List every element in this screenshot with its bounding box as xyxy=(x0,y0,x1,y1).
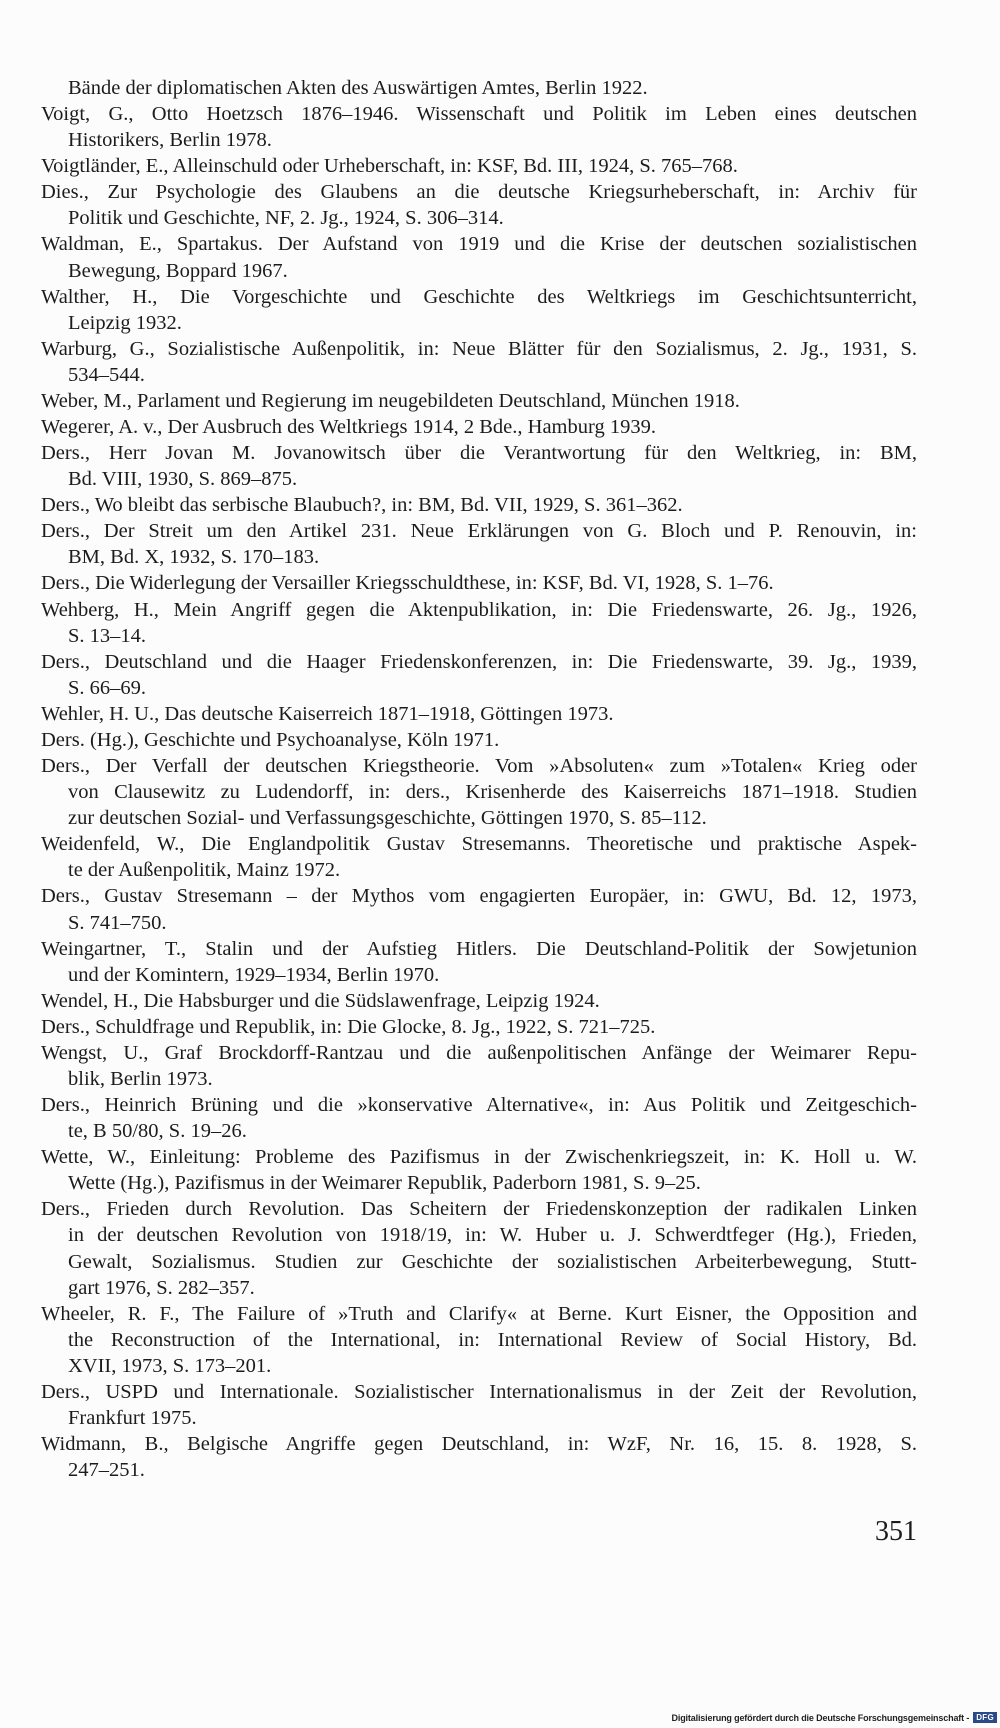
bibliography-entry xyxy=(41,284,917,336)
entry-line: Bewegung, Boppard 1967. xyxy=(68,259,288,282)
entry-line: Ders., Die Widerlegung der Versailler Kriegsschuldthese, in: KSF, Bd. VI, 1928, S. 1–76. xyxy=(41,572,774,595)
entry-line: Wengst, U., Graf Brockdorff-Rantzau und die außenpolitischen Anfänge der Weimarer Repu- xyxy=(41,1041,917,1064)
entry-line: Wette, W., Einleitung: Probleme des Pazifismus in der Zwischenkriegszeit, in: K. Holl u. W. xyxy=(41,1146,917,1169)
bibliography-entry xyxy=(41,414,917,440)
bibliography-entry xyxy=(41,1092,917,1144)
entry-line: Ders., Wo bleibt das serbische Blaubuch?, in: BM, Bd. VII, 1929, S. 361–362. xyxy=(41,494,683,517)
bibliography-entry xyxy=(41,388,917,414)
digitization-footer xyxy=(672,1712,998,1723)
entry-line: Wehberg, H., Mein Angriff gegen die Aktenpublikation, in: Die Friedenswarte, 26. Jg., 1926, xyxy=(41,598,917,621)
bibliography-entry xyxy=(41,936,917,988)
entry-line: XVII, 1973, S. 173–201. xyxy=(68,1354,272,1377)
bibliography-entry xyxy=(41,153,917,179)
entry-line: Wegerer, A. v., Der Ausbruch des Weltkriegs 1914, 2 Bde., Hamburg 1939. xyxy=(41,416,656,439)
entry-line: Bände der diplomatischen Akten des Auswärtigen Amtes, Berlin 1922. xyxy=(68,77,648,99)
entry-line: Politik und Geschichte, NF, 2. Jg., 1924, S. 306–314. xyxy=(68,207,504,230)
entry-line: zur deutschen Sozial- und Verfassungsgeschichte, Göttingen 1970, S. 85–112. xyxy=(68,807,707,830)
entry-line: Dies., Zur Psychologie des Glaubens an die deutsche Kriegsurheberschaft, in: Archiv für xyxy=(41,181,917,204)
entry-line: Ders. (Hg.), Geschichte und Psychoanalyse, Köln 1971. xyxy=(41,728,500,751)
entry-line: Weidenfeld, W., Die Englandpolitik Gustav Stresemanns. Theoretische und praktische Aspek- xyxy=(41,833,917,856)
entry-line: Ders., Schuldfrage und Republik, in: Die Glocke, 8. Jg., 1922, S. 721–725. xyxy=(41,1015,656,1038)
entry-line: Wendel, H., Die Habsburger und die Südslawenfrage, Leipzig 1924. xyxy=(41,989,600,1012)
dfg-logo: DFG xyxy=(973,1712,997,1723)
bibliography-entry xyxy=(41,1014,917,1040)
bibliography-entry xyxy=(41,597,917,649)
bibliography-entry xyxy=(41,883,917,935)
entry-line: Voigtländer, E., Alleinschuld oder Urheberschaft, in: KSF, Bd. III, 1924, S. 765–768. xyxy=(41,155,738,178)
entry-line: von Clausewitz zu Ludendorff, in: ders., Krisenherde des Kaiserreichs 1871–1918. Studien xyxy=(68,781,917,804)
entry-line: te, B 50/80, S. 19–26. xyxy=(68,1120,247,1143)
bibliography-entry xyxy=(41,753,917,831)
bibliography-entry xyxy=(41,1144,917,1196)
entry-line: Weingartner, T., Stalin und der Aufstieg Hitlers. Die Deutschland-Politik der Sowjetunion xyxy=(41,937,917,960)
bibliography-entry xyxy=(41,1196,917,1300)
entry-line: Warburg, G., Sozialistische Außenpolitik, in: Neue Blätter für den Sozialismus, 2. Jg., 1931, S. xyxy=(41,337,917,360)
entry-line: Ders., Herr Jovan M. Jovanowitsch über die Verantwortung für den Weltkrieg, in: BM, xyxy=(41,442,917,465)
entry-line: te der Außenpolitik, Mainz 1972. xyxy=(68,859,341,882)
entry-line: Historikers, Berlin 1978. xyxy=(68,129,272,152)
bibliography-entry xyxy=(41,492,917,518)
entry-line: Wheeler, R. F., The Failure of »Truth and Clarify« at Berne. Kurt Eisner, the Opposition and xyxy=(41,1302,917,1325)
bibliography-entry xyxy=(41,727,917,753)
entry-line: gart 1976, S. 282–357. xyxy=(68,1276,255,1299)
bibliography-entry xyxy=(41,1431,917,1483)
entry-line: blik, Berlin 1973. xyxy=(68,1067,213,1090)
entry-line: Wette (Hg.), Pazifismus in der Weimarer Republik, Paderborn 1981, S. 9–25. xyxy=(68,1172,701,1195)
entry-line: 534–544. xyxy=(68,363,145,386)
entry-line: Ders., Heinrich Brüning und die »konservative Alternative«, in: Aus Politik und Zeitgeschich- xyxy=(41,1094,917,1117)
entry-line: Ders., Der Streit um den Artikel 231. Neue Erklärungen von G. Bloch und P. Renouvin, in: xyxy=(41,520,917,543)
bibliography-entry xyxy=(41,570,917,596)
entry-line: Weber, M., Parlament und Regierung im neugebildeten Deutschland, München 1918. xyxy=(41,389,740,412)
bibliography-entry xyxy=(41,1379,917,1431)
entry-line: Leipzig 1932. xyxy=(68,311,182,334)
entry-line: Ders., Der Verfall der deutschen Kriegstheorie. Vom »Absoluten« zum »Totalen« Krieg oder xyxy=(41,755,917,778)
bibliography-entry xyxy=(41,440,917,492)
entry-line: BM, Bd. X, 1932, S. 170–183. xyxy=(68,546,320,569)
entry-line: Ders., USPD und Internationale. Sozialistischer Internationalismus in der Zeit der Revolution, xyxy=(41,1380,917,1403)
entry-line: Bd. VIII, 1930, S. 869–875. xyxy=(68,468,298,491)
entry-line: S. 66–69. xyxy=(68,676,147,699)
bibliography-entry xyxy=(41,649,917,701)
entry-line: Gewalt, Sozialismus. Studien zur Geschichte der sozialistischen Arbeiterbewegung, Stutt- xyxy=(68,1250,917,1273)
bibliography-entry xyxy=(41,336,917,388)
footer-text: Digitalisierung gefördert durch die Deutsche Forschungsgemeinschaft - xyxy=(671,1712,970,1723)
page-number: 351 xyxy=(875,1516,917,1547)
entry-line: Walther, H., Die Vorgeschichte und Geschichte des Weltkriegs im Geschichtsunterricht, xyxy=(41,285,917,308)
bibliography-entry xyxy=(41,179,917,231)
bibliography-entry xyxy=(41,988,917,1014)
bibliography-entry xyxy=(41,1040,917,1092)
bibliography-entry xyxy=(41,518,917,570)
entry-line: in der deutschen Revolution von 1918/19, in: W. Huber u. J. Schwerdtfeger (Hg.), Frieden, xyxy=(68,1224,917,1247)
entry-line: Frankfurt 1975. xyxy=(68,1406,197,1429)
entry-line: Ders., Frieden durch Revolution. Das Scheitern der Friedenskonzeption der radikalen Linken xyxy=(41,1198,917,1221)
entry-line: S. 13–14. xyxy=(68,624,147,647)
entry-line: the Reconstruction of the International, in: International Review of Social History, Bd. xyxy=(68,1328,917,1351)
bibliography-entry xyxy=(41,701,917,727)
entry-line: Wehler, H. U., Das deutsche Kaiserreich 1871–1918, Göttingen 1973. xyxy=(41,702,614,725)
bibliography-entry xyxy=(41,101,917,153)
entry-line: Waldman, E., Spartakus. Der Aufstand von 1919 und die Krise der deutschen sozialistischen xyxy=(41,233,917,256)
bibliography-entry-continued xyxy=(41,75,917,101)
bibliography-list xyxy=(41,75,917,1483)
entry-line: Ders., Deutschland und die Haager Friedenskonferenzen, in: Die Friedenswarte, 39. Jg., 1939, xyxy=(41,650,917,673)
entry-line: Ders., Gustav Stresemann – der Mythos vom engagierten Europäer, in: GWU, Bd. 12, 1973, xyxy=(41,885,917,908)
entry-line: Voigt, G., Otto Hoetzsch 1876–1946. Wissenschaft und Politik im Leben eines deutschen xyxy=(41,103,917,126)
entry-line: S. 741–750. xyxy=(68,911,167,934)
entry-line: 247–251. xyxy=(68,1459,145,1482)
bibliography-entry xyxy=(41,831,917,883)
bibliography-entry xyxy=(41,231,917,283)
entry-line: Widmann, B., Belgische Angriffe gegen Deutschland, in: WzF, Nr. 16, 15. 8. 1928, S. xyxy=(41,1433,917,1456)
entry-line: und der Komintern, 1929–1934, Berlin 1970. xyxy=(68,963,440,986)
bibliography-entry xyxy=(41,1301,917,1379)
